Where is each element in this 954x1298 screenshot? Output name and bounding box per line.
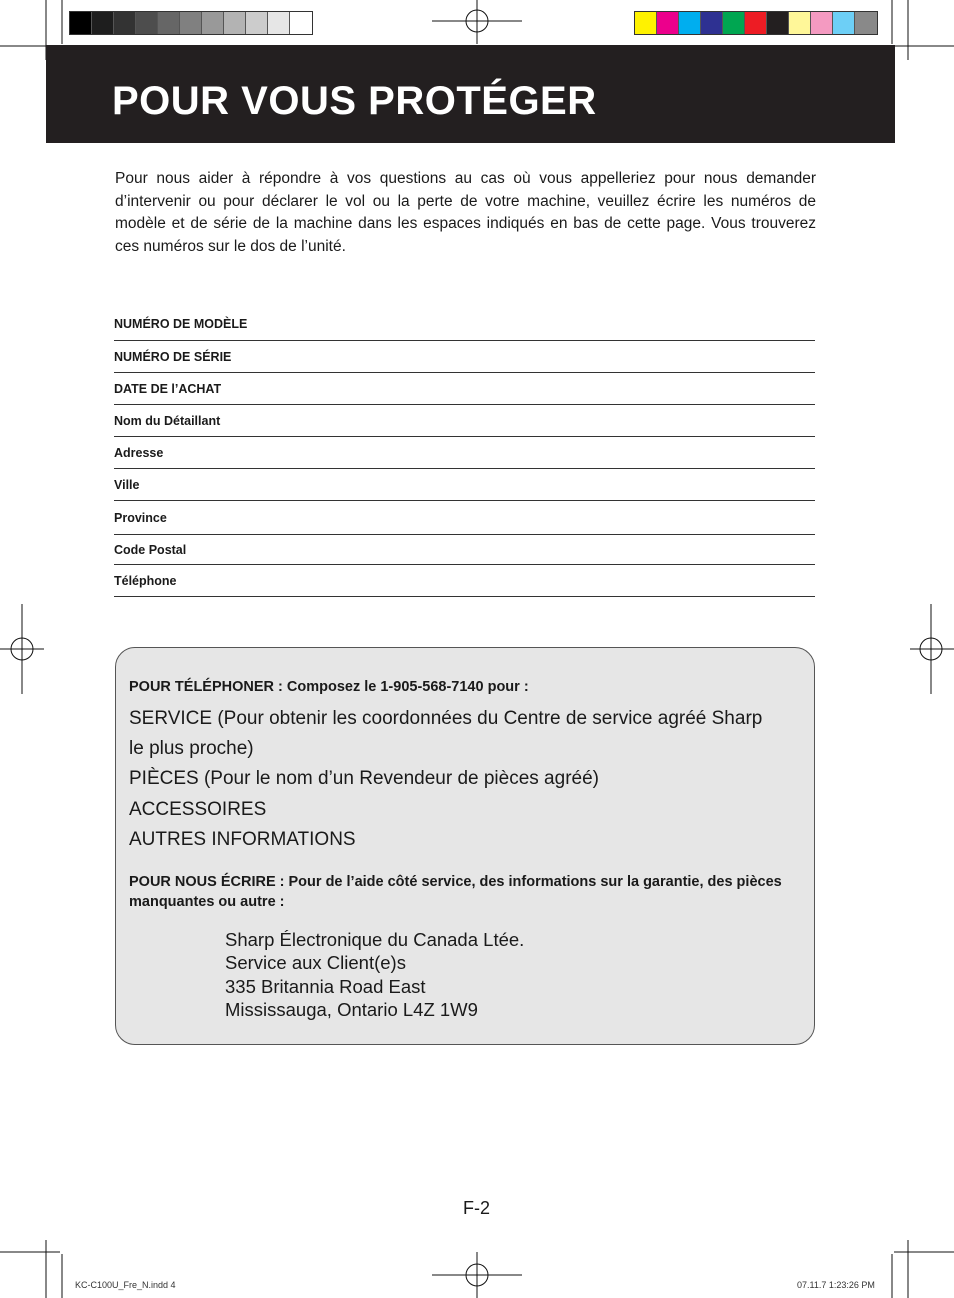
field-dealer-name <box>114 405 815 437</box>
color-swatch <box>657 12 679 34</box>
gray-swatch <box>136 12 158 34</box>
contact-box <box>115 647 815 1045</box>
field-label: NUMÉRO DE SÉRIE <box>114 349 232 364</box>
field-label: Province <box>114 510 167 525</box>
color-swatch <box>635 12 657 34</box>
field-label: NUMÉRO DE MODÈLE <box>114 317 248 331</box>
gray-swatch <box>92 12 114 34</box>
field-model-number <box>114 308 815 341</box>
address-line: Service aux Client(e)s <box>225 952 406 974</box>
gray-swatch <box>290 12 312 34</box>
gray-swatch <box>70 12 92 34</box>
color-swatch <box>723 12 745 34</box>
intro-paragraph: Pour nous aider à répondre à vos questions au cas où vous appelleriez pour nous demander d’intervenir ou pour déclarer le vol ou la perte de votre machine, veuillez écrire les numéros de modèle et de série de la machine dans les espaces indiqués en bas de cette page. Vous trouverez ces numéros sur le dos de l’unité. <box>115 170 816 255</box>
field-label: Adresse <box>114 445 164 460</box>
field-telephone <box>114 565 815 597</box>
gray-swatch <box>180 12 202 34</box>
page-title: POUR VOUS PROTÉGER <box>112 79 597 123</box>
address-line: 335 Britannia Road East <box>225 975 426 997</box>
registration-form <box>114 308 815 597</box>
field-purchase-date <box>114 373 815 405</box>
address-line: Sharp Électronique du Canada Ltée. <box>225 929 525 950</box>
field-label: Code Postal <box>114 542 187 557</box>
color-swatch <box>701 12 723 34</box>
page-number: F-2 <box>463 1198 490 1218</box>
gray-swatch <box>202 12 224 34</box>
field-label: Nom du Détaillant <box>114 413 221 428</box>
service-item: AUTRES INFORMATIONS <box>129 828 356 850</box>
grayscale-color-bar <box>69 11 313 35</box>
service-item: PIÈCES (Pour le nom d’un Revendeur de pièces agréé) <box>129 768 599 790</box>
color-swatch <box>679 12 701 34</box>
color-swatch <box>789 12 811 34</box>
field-label: Téléphone <box>114 573 177 588</box>
phone-heading: POUR TÉLÉPHONER : Composez le 1-905-568-7140 pour : <box>129 679 529 695</box>
color-swatch <box>811 12 833 34</box>
title-banner <box>46 45 895 143</box>
color-swatch <box>855 12 877 34</box>
field-label: Ville <box>114 477 140 492</box>
field-postal-code <box>114 535 815 565</box>
field-address <box>114 437 815 469</box>
gray-swatch <box>224 12 246 34</box>
mailing-address <box>225 928 524 1021</box>
service-item: le plus proche) <box>129 738 254 760</box>
slug-filename: KC-C100U_Fre_N.indd 4 <box>75 1280 176 1290</box>
gray-swatch <box>114 12 136 34</box>
service-item: SERVICE (Pour obtenir les coordonnées du Centre de service agréé Sharp <box>129 708 763 729</box>
slug-timestamp: 07.11.7 1:23:26 PM <box>797 1280 875 1290</box>
field-serial-number <box>114 341 815 373</box>
address-line: Mississauga, Ontario L4Z 1W9 <box>225 998 478 1020</box>
process-color-bar <box>634 11 878 35</box>
color-swatch <box>745 12 767 34</box>
field-city <box>114 469 815 501</box>
color-swatch <box>767 12 789 34</box>
services-list <box>129 704 799 855</box>
service-item: ACCESSOIRES <box>129 798 267 820</box>
gray-swatch <box>268 12 290 34</box>
field-province <box>114 501 815 535</box>
write-heading: POUR NOUS ÉCRIRE : Pour de l’aide côté service, des informations sur la garantie, des pièces manquantes ou autre : <box>129 874 782 910</box>
gray-swatch <box>158 12 180 34</box>
field-label: DATE DE l’ACHAT <box>114 381 222 396</box>
color-swatch <box>833 12 855 34</box>
gray-swatch <box>246 12 268 34</box>
